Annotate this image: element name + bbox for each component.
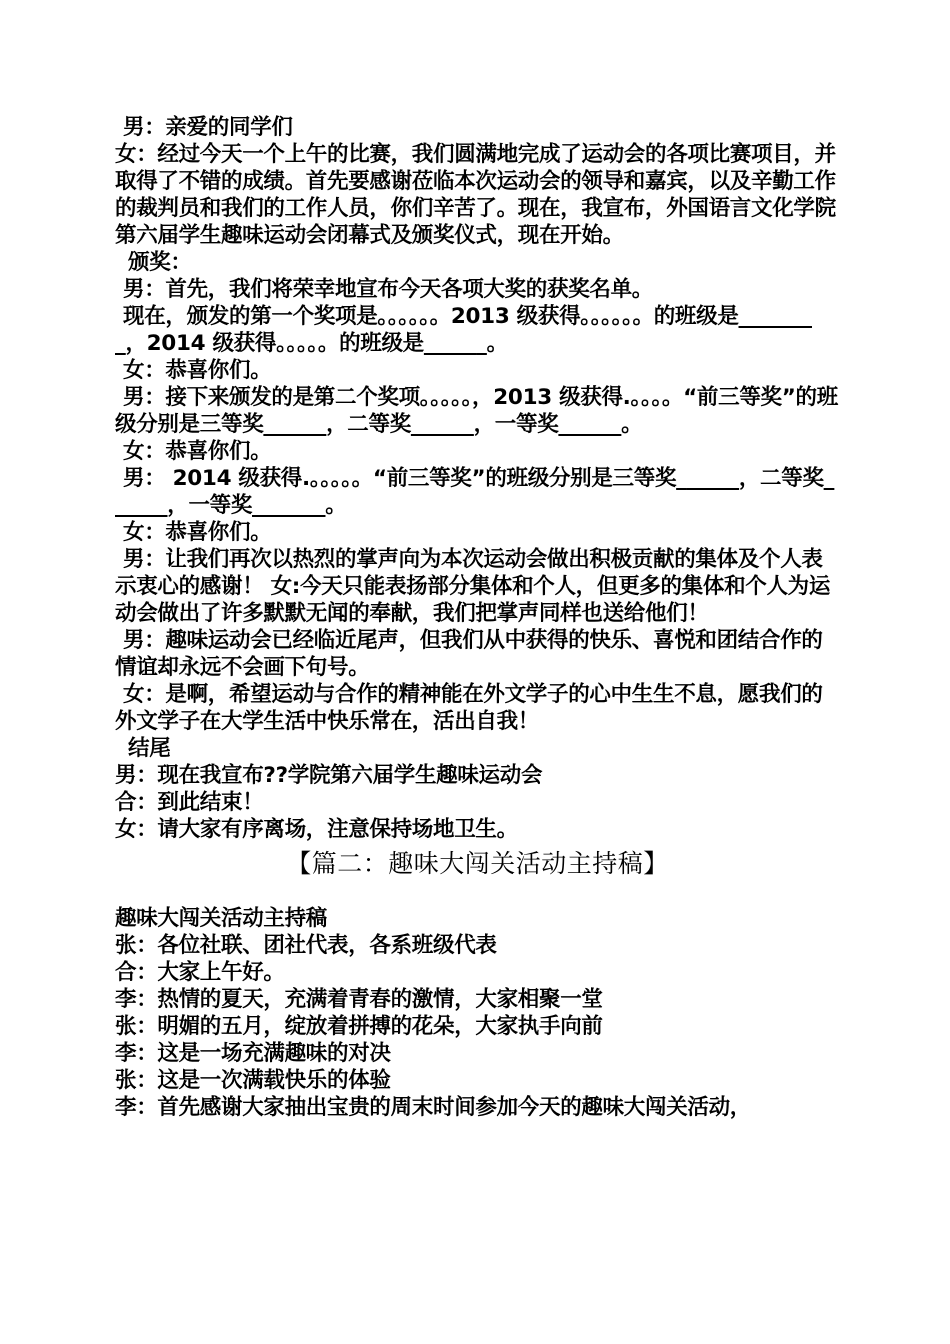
script-line: 结尾 (128, 736, 171, 761)
script-line: 颁奖： (128, 250, 192, 275)
script-line: 李：热情的夏天，充满着青春的激情，大家相聚一堂 (115, 987, 603, 1012)
script-line: 张：这是一次满载快乐的体验 (115, 1068, 391, 1093)
script-line: 李：首先感谢大家抽出宝贵的周末时间参加今天的趣味大闯关活动， (115, 1095, 752, 1120)
script-line: 合：大家上午好。 (115, 960, 285, 985)
script-line: 李：这是一场充满趣味的对决 (115, 1041, 391, 1066)
script-line: 男：让我们再次以热烈的掌声向为本次运动会做出积极贡献的集体及个人表示衷心的感谢！ 女:今天只能表扬部分集体和个人，但更多的集体和个人为运动会做出了许多默默无闻的奉献，我们把掌声同样也送给他们！ (115, 547, 831, 626)
script-line: 趣味大闯关活动主持稿 (115, 906, 328, 931)
script-line: 现在，颁发的第一个奖项是。。。。。。2013 级获得。。。。。。的班级是________，2014 级获得。。。。。的班级是______。 (115, 304, 812, 356)
script-line: 男：现在我宣布??学院第六届学生趣味运动会 (115, 763, 543, 788)
section-title: 【篇二：趣味大闯关活动主持稿】 (286, 849, 669, 878)
script-line: 男：趣味运动会已经临近尾声，但我们从中获得的快乐、喜悦和团结合作的情谊却永远不会画下句号。 (115, 628, 823, 680)
script-line: 合：到此结束！ (115, 790, 264, 815)
script-line: 男：亲爱的同学们 (123, 115, 293, 140)
script-line: 女：恭喜你们。 (123, 439, 272, 464)
script-line: 男：接下来颁发的是第二个奖项。。。。。，2013 级获得.。。。。“前三等奖”的班级分别是三等奖______，二等奖______，一等奖______。 (115, 385, 838, 437)
document-body (115, 114, 840, 1121)
script-line: 男：首先，我们将荣幸地宣布今天各项大奖的获奖名单。 (123, 277, 654, 302)
script-line: 张：各位社联、团社代表，各系班级代表 (115, 933, 497, 958)
script-line: 张：明媚的五月，绽放着拼搏的花朵，大家执手向前 (115, 1014, 603, 1039)
script-line: 女：请大家有序离场，注意保持场地卫生。 (115, 817, 518, 842)
script-line: 女：是啊，希望运动与合作的精神能在外文学子的心中生生不息，愿我们的外文学子在大学生活中快乐常在，活出自我！ (115, 682, 823, 734)
script-line: 女：经过今天一个上午的比赛，我们圆满地完成了运动会的各项比赛项目，并取得了不错的成绩。首先要感谢莅临本次运动会的领导和嘉宾，以及辛勤工作的裁判员和我们的工作人员，你们辛苦了。现在，我宣布，外国语言文化学院第六届学生趣味运动会闭幕式及颁奖仪式，现在开始。 (115, 142, 836, 248)
script-line: 女：恭喜你们。 (123, 520, 272, 545)
script-line: 女：恭喜你们。 (123, 358, 272, 383)
script-line: 男： 2014 级获得.。。。。。“前三等奖”的班级分别是三等奖______，二等奖______，一等奖_______。 (115, 466, 835, 518)
